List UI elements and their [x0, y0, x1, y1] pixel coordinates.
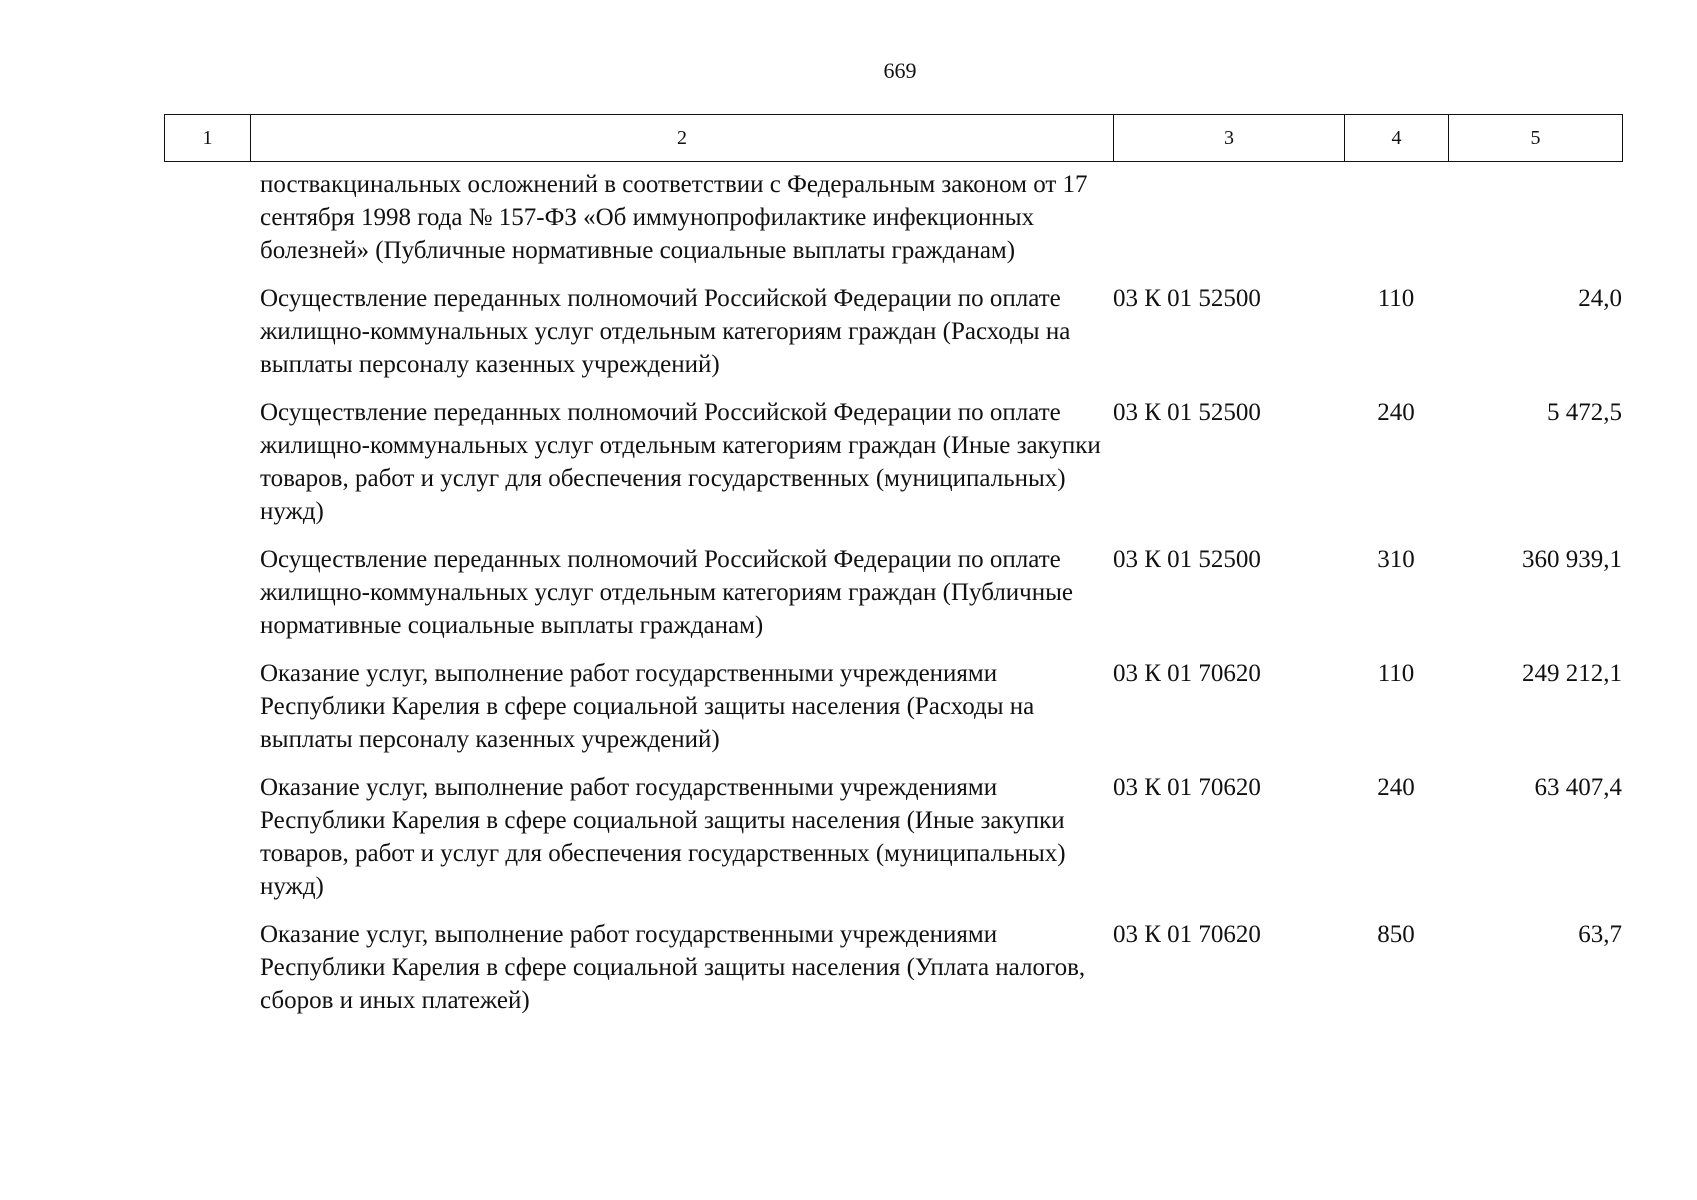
row-number-cell [164, 396, 250, 543]
table-row [164, 396, 1622, 543]
target-code-cell [1113, 168, 1344, 282]
header-col-3: 3 [1114, 115, 1345, 162]
target-code-cell: 03 К 01 52500 [1113, 399, 1261, 426]
expense-name-cell: поствакцинальных осложнений в соответствии с Федеральным законом от 17 сентября 1998 года № 157-ФЗ «Об иммунопрофилактике инфекционных болезней» (Публичные нормативные социальные выплаты гражданам) [260, 171, 1088, 264]
table-body [164, 168, 1622, 1032]
budget-table [164, 168, 1622, 1032]
target-code-cell: 03 К 01 52500 [1113, 546, 1261, 573]
row-number-cell [164, 543, 250, 657]
amount-cell: 63 407,4 [1534, 774, 1622, 801]
table-row [164, 657, 1622, 771]
expense-type-cell: 850 [1377, 921, 1415, 948]
expense-name-cell: Осуществление переданных полномочий Российской Федерации по оплате жилищно-коммунальных услуг отдельным категориям граждан (Иные закупки товаров, работ и услуг для обеспечения государственных (муниципальных) нужд) [260, 399, 1101, 525]
target-code-cell: 03 К 01 70620 [1113, 921, 1261, 948]
header-col-1: 1 [165, 115, 251, 162]
expense-type-cell [1344, 168, 1448, 282]
expense-type-cell: 110 [1377, 660, 1415, 687]
table-row [164, 771, 1622, 918]
amount-cell [1448, 168, 1622, 282]
expense-name-cell: Оказание услуг, выполнение работ государственными учреждениями Республики Карелия в сфере социальной защиты населения (Иные закупки товаров, работ и услуг для обеспечения государственных (муниципальных) нужд) [260, 774, 1066, 900]
page-number: 669 [883, 58, 917, 83]
expense-name-cell: Оказание услуг, выполнение работ государственными учреждениями Республики Карелия в сфере социальной защиты населения (Уплата налогов, сборов и иных платежей) [260, 921, 1086, 1014]
target-code-cell: 03 К 01 70620 [1113, 774, 1261, 801]
amount-cell: 5 472,5 [1547, 399, 1622, 426]
expense-type-cell: 240 [1377, 774, 1415, 801]
table-row [164, 282, 1622, 396]
row-number-cell [164, 918, 250, 1032]
expense-type-cell: 240 [1377, 399, 1415, 426]
target-code-cell: 03 К 01 52500 [1113, 285, 1261, 312]
table-row [164, 168, 1622, 282]
target-code-cell: 03 К 01 70620 [1113, 660, 1261, 687]
table-header [164, 114, 1623, 162]
expense-name-cell: Оказание услуг, выполнение работ государственными учреждениями Республики Карелия в сфере социальной защиты населения (Расходы на выплаты персоналу казенных учреждений) [260, 660, 1035, 753]
amount-cell: 24,0 [1578, 285, 1622, 312]
expense-name-cell: Осуществление переданных полномочий Российской Федерации по оплате жилищно-коммунальных услуг отдельным категориям граждан (Публичные нормативные социальные выплаты гражданам) [260, 546, 1074, 639]
expense-type-cell: 110 [1377, 285, 1415, 312]
header-row [165, 115, 1623, 162]
amount-cell: 360 939,1 [1522, 546, 1622, 573]
expense-name-cell: Осуществление переданных полномочий Российской Федерации по оплате жилищно-коммунальных услуг отдельным категориям граждан (Расходы на выплаты персоналу казенных учреждений) [260, 285, 1071, 378]
table-row [164, 543, 1622, 657]
row-number-cell [164, 168, 250, 282]
header-col-5: 5 [1449, 115, 1623, 162]
table-row [164, 918, 1622, 1032]
header-col-4: 4 [1345, 115, 1449, 162]
amount-cell: 63,7 [1578, 921, 1622, 948]
row-number-cell [164, 282, 250, 396]
header-col-2: 2 [251, 115, 1114, 162]
row-number-cell [164, 657, 250, 771]
amount-cell: 249 212,1 [1522, 660, 1622, 687]
expense-type-cell: 310 [1377, 546, 1415, 573]
row-number-cell [164, 771, 250, 918]
